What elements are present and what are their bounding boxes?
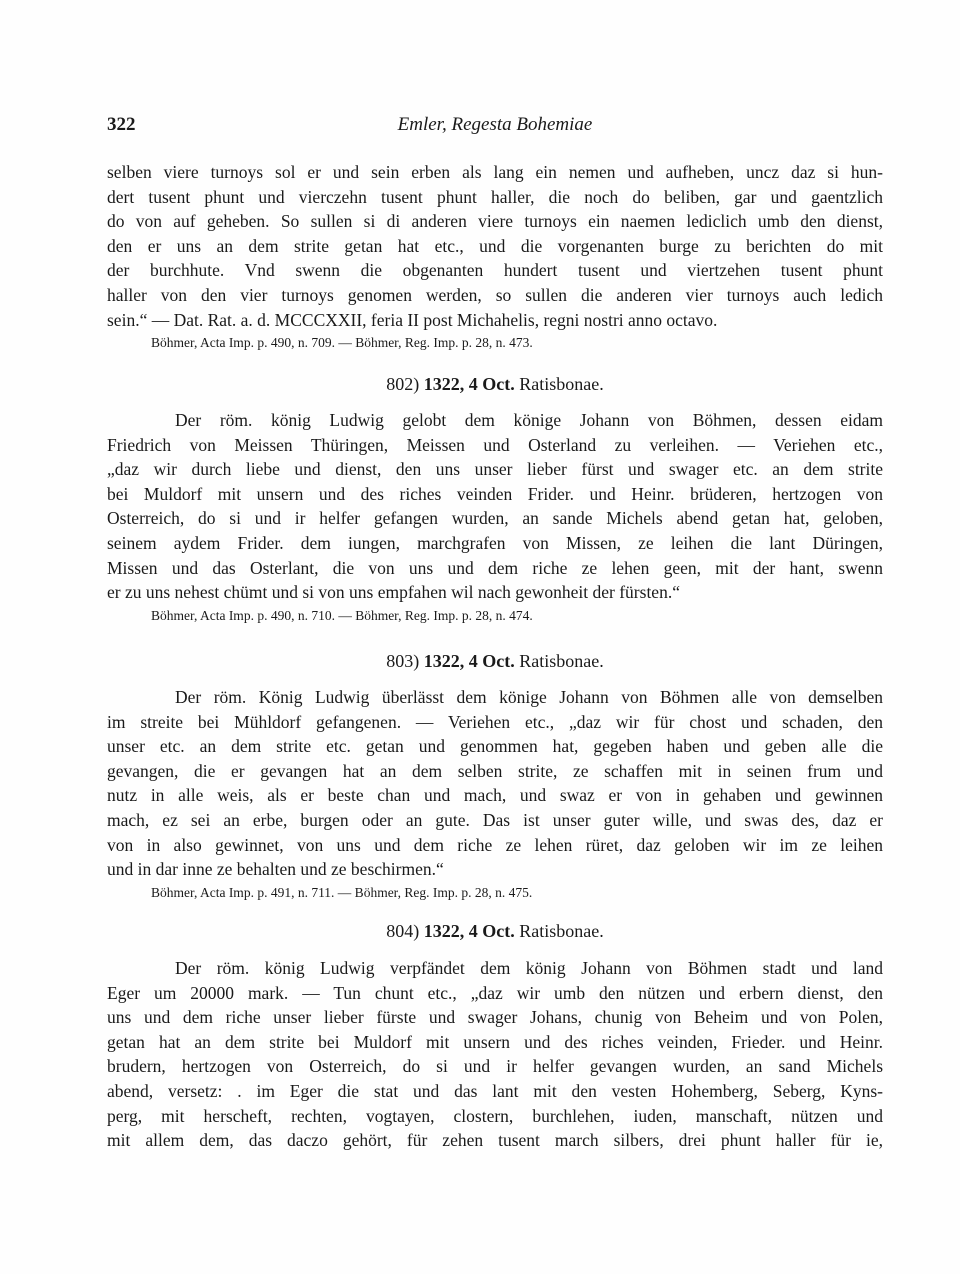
text-line: do von auf geheben. So sullen si di anderen viere turnoys ein naemen lediclich umb den dienst, [107, 211, 883, 232]
text-line: bei Muldorf mit unsern und des riches veinden Frider. und Heinr. brüderen, hertzogen von [107, 483, 883, 504]
text-line: brudern, hertzogen von Osterreich, do si und ir helfer gevangen wurden, an sand Michels [107, 1056, 883, 1077]
citation: Böhmer, Acta Imp. p. 490, n. 710. — Böhmer, Reg. Imp. p. 28, n. 474. [151, 607, 533, 623]
running-title: Emler, Regesta Bohemiae [397, 114, 593, 135]
text-line: nutz in alle weis, als er beste chan und mach, und swaz er von in gehaben und gewinnen [107, 785, 883, 806]
entry-body [107, 685, 883, 903]
entry-heading [107, 648, 883, 674]
entry-place: Ratisbonae. [519, 921, 604, 941]
text-line: Friedrich von Meissen Thüringen, Meissen und Osterland zu verleihen. — Veriehen etc., [107, 434, 883, 455]
text-line: selben viere turnoys sol er und sein erben als lang ein nemen und aufheben, uncz daz si hun- [107, 162, 883, 182]
entry-number: 804) [386, 921, 420, 941]
text-line: getan hat an dem strite bei Muldorf mit unsern und des riches veinden, Frieder. und Heinr. [107, 1031, 883, 1052]
entry-number: 803) [386, 651, 420, 671]
text-line: im streite bei Mühldorf gefangenen. — Veriehen etc., „daz wir für chost und schaden, den [107, 711, 883, 732]
entry-heading [107, 371, 883, 397]
text-line: perg, mit herscheft, rechten, vogtayen, clostern, burchlehen, iuden, manschaft, nützen und [107, 1105, 883, 1126]
text-line: Eger um 20000 mark. — Tun chunt etc., „daz wir umb den nützen und erbern dienst, den [107, 982, 883, 1003]
entry-place: Ratisbonae. [519, 651, 604, 671]
entry-date: 1322, 4 Oct. [423, 921, 515, 941]
text-line: Osterreich, do si und ir helfer gefangen wurden, an sande Michels abend getan hat, geloben, [107, 508, 883, 529]
page-number: 322 [107, 114, 136, 135]
entry-body [107, 408, 883, 626]
text-line: und in dar inne ze behalten und ze beschirmen.“ [107, 859, 444, 880]
text-line: dert tusent phunt und vierczehn tusent phunt haller, die noch do beliben, gar und gaentzlich [107, 186, 883, 207]
text-line: Der röm. könig Ludwig verpfändet dem könig Johann von Böhmen stadt und land [175, 958, 883, 978]
text-line: sein.“ — Dat. Rat. a. d. MCCCXXII, feria II post Michahelis, regni nostri anno octavo. [107, 309, 718, 330]
text-line: Der röm. König Ludwig überlässt dem könige Johann von Böhmen alle von demselben [175, 687, 883, 707]
text-line: Der röm. könig Ludwig gelobt dem könige Johann von Böhmen, dessen eidam [175, 410, 883, 430]
citation: Böhmer, Acta Imp. p. 490, n. 709. — Böhmer, Reg. Imp. p. 28, n. 473. [151, 335, 533, 351]
entry-heading [107, 918, 883, 944]
text-line: der burchhute. Vnd swenn die obgenanten hundert tusent und viertzehen tusent phunt [107, 260, 883, 281]
entry-place: Ratisbonae. [519, 374, 604, 394]
text-line: gevangen, die er gevangen hat an dem selben strite, ze schaffen mit in seinen frum und [107, 760, 883, 781]
continuation-paragraph [107, 160, 883, 353]
text-line: haller von den vier turnoys genomen werden, so sullen die anderen vier turnoys auch ledich [107, 284, 883, 305]
entry-date: 1322, 4 Oct. [423, 374, 515, 394]
text-line: abend, versetz: . im Eger die stat und das lant mit den vesten Hohemberg, Seberg, Kyns- [107, 1080, 883, 1101]
text-line: Missen und das Osterlant, die von uns und dem riche ze lehen geen, mit der hant, swenn [107, 557, 883, 578]
text-line: von in also gewinnet, von uns und dem riche ze lehen rüret, daz geloben wir im ze leihen [107, 834, 883, 855]
text-line: den er uns an dem strite getan hat etc., und die vorgenanten burge zu berichten do mit [107, 235, 883, 256]
text-line: unser etc. an dem strite etc. getan und genommen hat, gegeben haben und geben alle die [107, 736, 883, 757]
entry-number: 802) [386, 374, 420, 394]
entry-date: 1322, 4 Oct. [423, 651, 515, 671]
text-line: mach, ez sei an erbe, burgen oder an gute. Das ist unser guter wille, und swas des, daz er [107, 809, 883, 830]
text-line: mit allem dem, das daczo gehört, für zehen tusent march silbers, drei phunt haller für ie, [107, 1130, 883, 1151]
text-line: „daz wir durch liebe und dienst, den uns unser lieber fürst und swager etc. an dem strite [107, 459, 883, 480]
page-header [107, 114, 883, 140]
text-line: er zu uns nehest chümt und si von uns empfahen wil nach gewonheit der fürsten.“ [107, 582, 680, 603]
citation: Böhmer, Acta Imp. p. 491, n. 711. — Böhmer, Reg. Imp. p. 28, n. 475. [151, 884, 533, 900]
text-line: seinem aydem Frider. dem iungen, marchgrafen von Missen, ze leihen die lant Düringen, [107, 532, 883, 553]
entry-body [107, 956, 883, 1153]
text-line: uns und dem riche unser lieber fürste und swager Johans, chunig von Beheim und von Polen, [107, 1007, 883, 1028]
